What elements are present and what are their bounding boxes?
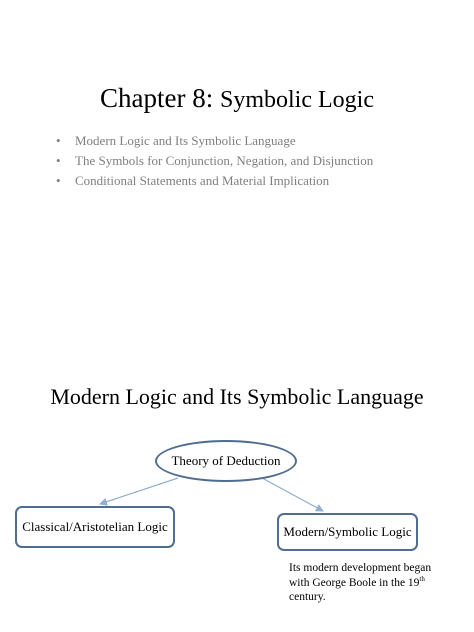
slide-title: Modern Logic and Its Symbolic Language — [50, 384, 424, 409]
title-topic: Symbolic Logic — [220, 87, 374, 113]
arrow-to-classical — [100, 478, 178, 504]
bullet-dot-icon: • — [56, 133, 61, 148]
note-line-1: Its modern development began — [289, 562, 432, 574]
slide-title — [0, 82, 474, 116]
boole-note — [289, 561, 449, 605]
classical-logic-node: Classical/Aristotelian Logic — [15, 506, 175, 548]
topic-item — [56, 131, 373, 151]
note-line-3: century. — [289, 591, 326, 603]
topic-item-label: Conditional Statements and Material Implication — [75, 173, 330, 188]
topic-item-label: The Symbols for Conjunction, Negation, and Disjunction — [75, 153, 374, 168]
arrow-to-modern — [262, 478, 323, 511]
bullet-dot-icon: • — [56, 173, 61, 188]
topic-item-label: Modern Logic and Its Symbolic Language — [75, 133, 296, 148]
slide-modern-logic — [0, 316, 474, 632]
topic-list — [56, 131, 373, 191]
bullet-dot-icon: • — [56, 153, 61, 168]
note-line-2: with George Boole in the 19 — [289, 576, 420, 589]
topic-item — [56, 171, 373, 191]
topic-item — [56, 151, 373, 171]
title-chapter-number: Chapter 8: — [100, 83, 214, 113]
theory-of-deduction-node: Theory of Deduction — [155, 440, 297, 482]
note-superscript: th — [419, 574, 425, 583]
modern-logic-node: Modern/Symbolic Logic — [277, 513, 418, 551]
